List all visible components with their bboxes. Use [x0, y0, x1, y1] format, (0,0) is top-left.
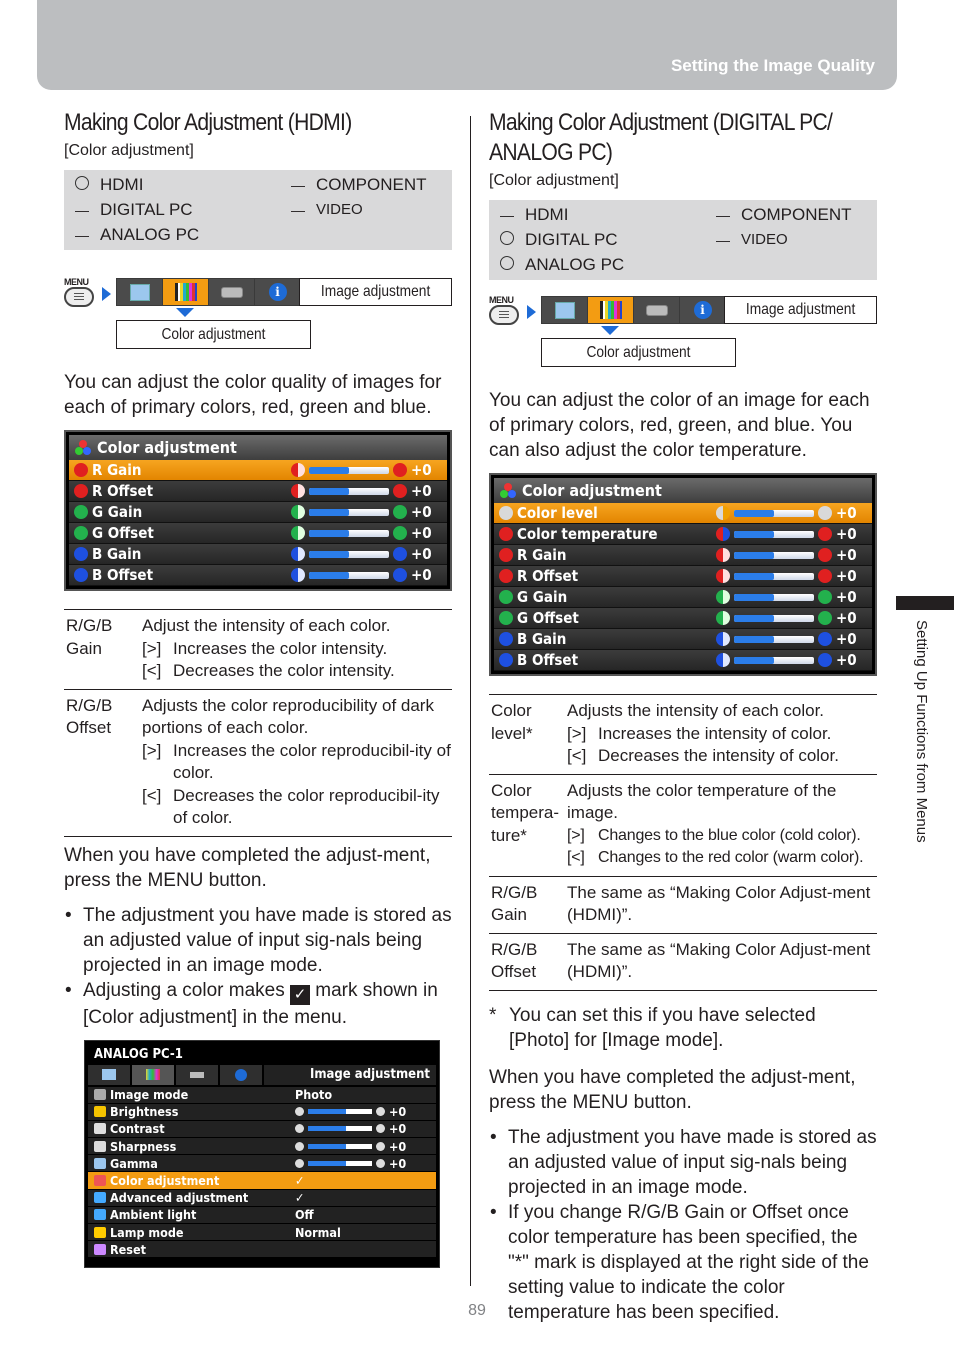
- max-icon: [376, 1142, 385, 1151]
- menu-tabs: [541, 296, 726, 324]
- max-icon: [393, 484, 407, 498]
- arrow-right-icon: [102, 287, 111, 301]
- osd2-row: Reset: [88, 1241, 436, 1258]
- osd-row: B Offset +0: [494, 650, 872, 671]
- menu-item-icon: [94, 1227, 106, 1238]
- osd2-row: Ambient light Off: [88, 1207, 436, 1224]
- arrow-down-icon: [601, 326, 619, 335]
- osd-row: G Gain +0: [494, 587, 872, 608]
- color-icon: [74, 505, 88, 519]
- tab-label: Image adjustment: [724, 296, 877, 324]
- table-row: Color tempera-ture* Adjusts the color temperature of the image. [>] Changes to the blue color (cold color). [<] Changes to the red color (warm color).: [489, 774, 877, 876]
- osd2-row: Advanced adjustment ✓: [88, 1190, 436, 1207]
- slider-bar: [308, 1161, 372, 1166]
- right-column: [489, 108, 877, 1325]
- menu-item-icon: [94, 1192, 106, 1203]
- input-digital-pc: — DIGITAL PC: [75, 199, 193, 219]
- available-icon: [489, 256, 525, 273]
- osd-row: G Offset +0: [69, 523, 447, 544]
- max-icon: [818, 632, 832, 646]
- completion-text: When you have completed the adjust-ment, press the MENU button.: [489, 1066, 856, 1113]
- max-icon: [393, 526, 407, 540]
- osd-title: Color adjustment: [69, 435, 447, 460]
- projector-tab-icon: [209, 279, 254, 305]
- arrow-down-icon: [176, 308, 194, 317]
- max-icon: [818, 653, 832, 667]
- min-icon: [716, 632, 730, 646]
- osd2-row: Gamma +0: [88, 1155, 436, 1172]
- slider-bar: [734, 531, 814, 538]
- menu-item-icon: [94, 1209, 106, 1220]
- bullet-list: [64, 903, 452, 1030]
- table-row: R/G/B Offset The same as “Making Color Adjust-ment (HDMI)”.: [489, 933, 877, 990]
- color-icon: [499, 632, 513, 646]
- slider-bar: [734, 594, 814, 601]
- slider-bar: [734, 552, 814, 559]
- osd-row: G Offset +0: [494, 608, 872, 629]
- column-divider: [470, 116, 471, 1286]
- max-icon: [818, 506, 832, 520]
- color-icon: [74, 484, 88, 498]
- color-icon: [499, 590, 513, 604]
- min-icon: [295, 1142, 304, 1151]
- color-icon: [74, 526, 88, 540]
- slider-bar: [309, 551, 389, 558]
- input-availability: [64, 170, 452, 250]
- min-icon: [295, 1124, 304, 1133]
- color-icon: [499, 569, 513, 583]
- input-component: — COMPONENT: [716, 204, 852, 224]
- slider-bar: [734, 657, 814, 664]
- input-hdmi: HDMI: [64, 172, 280, 197]
- osd-row: Color temperature +0: [494, 524, 872, 545]
- osd2-row: Sharpness +0: [88, 1138, 436, 1155]
- min-icon: [716, 590, 730, 604]
- osd-row: R Offset +0: [494, 566, 872, 587]
- min-icon: [716, 611, 730, 625]
- display-tab-icon: [117, 279, 162, 305]
- osd-row: B Gain +0: [494, 629, 872, 650]
- min-icon: [291, 505, 305, 519]
- color-icon: [499, 548, 513, 562]
- max-icon: [818, 548, 832, 562]
- input-video: — VIDEO: [291, 201, 363, 218]
- max-icon: [818, 569, 832, 583]
- list-item: • If you change R/G/B Gain or Offset once color temperature has been specified, the "*" mark is displayed at the right side of the setting value to indicate the color temperature has been specified.: [489, 1200, 877, 1325]
- color-icon: [499, 611, 513, 625]
- intro-text: You can adjust the color quality of images for each of primary colors, red, green and blue.: [64, 372, 442, 418]
- input-hdmi: — HDMI: [500, 204, 569, 224]
- bullet-list: [489, 1125, 877, 1325]
- slider-bar: [308, 1109, 372, 1114]
- osd2-row: Image mode Photo: [88, 1087, 436, 1104]
- osd-title: Color adjustment: [494, 478, 872, 503]
- subtitle: [Color adjustment]: [489, 172, 619, 189]
- slider-bar: [309, 509, 389, 516]
- max-icon: [393, 568, 407, 582]
- arrow-right-icon: [527, 305, 536, 319]
- input-analog-pc: — ANALOG PC: [75, 224, 200, 244]
- min-icon: [716, 548, 730, 562]
- image-adjust-tab-icon: [163, 279, 208, 305]
- osd-row: R Offset +0: [69, 481, 447, 502]
- list-item: • The adjustment you have made is stored as an adjusted value of input sig-nals being projected in an image mode.: [64, 903, 452, 978]
- min-icon: [716, 653, 730, 667]
- min-icon: [716, 527, 730, 541]
- max-icon: [393, 547, 407, 561]
- min-icon: [295, 1159, 304, 1168]
- min-icon: [291, 547, 305, 561]
- tab-label: Image adjustment: [299, 278, 452, 306]
- min-icon: [716, 569, 730, 583]
- osd2-row: Lamp mode Normal: [88, 1224, 436, 1241]
- osd-row: R Gain +0: [494, 545, 872, 566]
- color-icon: [499, 506, 513, 520]
- input-component: — COMPONENT: [291, 174, 427, 194]
- color-icon: [74, 547, 88, 561]
- menu-button-icon: MENU: [489, 296, 521, 326]
- menu-item-icon: [94, 1089, 106, 1100]
- osd-color-adjustment: [64, 430, 452, 591]
- max-icon: [818, 527, 832, 541]
- menu-item-icon: [94, 1158, 106, 1169]
- heading-pc: Making Color Adjustment (DIGITAL PC/ ANALOG PC): [489, 109, 833, 166]
- available-icon: [64, 176, 100, 193]
- slider-bar: [309, 530, 389, 537]
- menu-item-icon: [94, 1123, 106, 1134]
- menu-item-icon: [94, 1141, 106, 1152]
- max-icon: [376, 1124, 385, 1133]
- description-table: [64, 609, 452, 837]
- header-band: [37, 0, 897, 90]
- left-column: [64, 108, 452, 1268]
- color-dots-icon: [75, 440, 91, 456]
- color-icon: [499, 653, 513, 667]
- input-analog-pc: ANALOG PC: [489, 252, 705, 277]
- osd2-row: Contrast +0: [88, 1121, 436, 1138]
- menu-tabs: [116, 278, 301, 306]
- list-item: • The adjustment you have made is stored as an adjusted value of input sig-nals being projected in an image mode.: [489, 1125, 877, 1200]
- osd2-row: Color adjustment ✓: [88, 1172, 436, 1189]
- color-icon: [74, 568, 88, 582]
- menu-item-icon: [94, 1244, 106, 1255]
- menu-button-icon: MENU: [64, 278, 96, 308]
- available-icon: [489, 231, 525, 248]
- osd-row: B Offset +0: [69, 565, 447, 586]
- min-icon: [716, 506, 730, 520]
- osd2-tabs: Image adjustment: [88, 1065, 436, 1087]
- image-adjust-tab-icon: [588, 297, 633, 323]
- intro-text: You can adjust the color of an image for each of primary colors, red, green, and blue. You can also adjust the color temperature.: [489, 390, 870, 461]
- osd-row: G Gain +0: [69, 502, 447, 523]
- input-availability: [489, 200, 877, 280]
- footnote: * You can set this if you have selected [Photo] for [Image mode].: [489, 1004, 816, 1051]
- slider-bar: [308, 1144, 372, 1149]
- description-table: [489, 694, 877, 991]
- min-icon: [291, 463, 305, 477]
- osd-row: B Gain +0: [69, 544, 447, 565]
- table-row: Color level* Adjusts the intensity of each color. [>] Increases the intensity of color. [<] Decreases the intensity of color.: [489, 695, 877, 775]
- min-icon: [291, 526, 305, 540]
- projector-tab-icon: [634, 297, 679, 323]
- section-title: Setting the Image Quality: [670, 56, 875, 75]
- color-icon: [74, 463, 88, 477]
- input-video: — VIDEO: [716, 231, 788, 248]
- menu-item-icon: [94, 1175, 106, 1186]
- slider-bar: [309, 467, 389, 474]
- slider-bar: [734, 573, 814, 580]
- osd2-row: Brightness +0: [88, 1104, 436, 1121]
- slider-bar: [734, 510, 814, 517]
- color-dots-icon: [500, 483, 516, 499]
- osd-row: R Gain +0: [69, 460, 447, 481]
- slider-bar: [309, 572, 389, 579]
- color-icon: [499, 527, 513, 541]
- menu-path: [64, 278, 452, 370]
- menu-item-icon: [94, 1106, 106, 1117]
- max-icon: [393, 463, 407, 477]
- max-icon: [818, 611, 832, 625]
- osd2-title: ANALOG PC-1: [94, 1046, 183, 1062]
- sub-label: Color adjustment: [541, 338, 736, 367]
- osd-color-adjustment: [489, 473, 877, 676]
- max-icon: [818, 590, 832, 604]
- slider-bar: [734, 615, 814, 622]
- check-icon: ✓: [290, 985, 310, 1005]
- min-icon: [291, 568, 305, 582]
- min-icon: [291, 484, 305, 498]
- table-row: R/G/B Offset Adjusts the color reproducibility of dark portions of each color. [>] Increases the color reproducibil-ity of color. [<] Decreases the color reproducibil-ity of color.: [64, 689, 452, 836]
- table-row: R/G/B Gain Adjust the intensity of each color. [>] Increases the color intensity. [<] Decreases the color intensity.: [64, 610, 452, 690]
- slider-bar: [308, 1126, 372, 1131]
- info-tab-icon: i: [255, 279, 300, 305]
- slider-bar: [309, 488, 389, 495]
- completion-text: When you have completed the adjust-ment, press the MENU button.: [64, 844, 431, 891]
- max-icon: [376, 1159, 385, 1168]
- sub-label: Color adjustment: [116, 320, 311, 349]
- osd-row: Color level +0: [494, 503, 872, 524]
- menu-path: [489, 296, 877, 388]
- table-row: R/G/B Gain The same as “Making Color Adjust-ment (HDMI)”.: [489, 876, 877, 933]
- list-item: • Adjusting a color makes ✓ mark shown in [Color adjustment] in the menu.: [64, 978, 452, 1030]
- page-number: 89: [468, 1302, 486, 1319]
- max-icon: [393, 505, 407, 519]
- display-tab-icon: [542, 297, 587, 323]
- input-digital-pc: DIGITAL PC: [489, 227, 705, 252]
- chapter-tab: [896, 596, 954, 610]
- min-icon: [295, 1107, 304, 1116]
- side-chapter-text: Setting Up Functions from Menus: [913, 620, 930, 843]
- osd-analog-pc-menu: [84, 1040, 440, 1268]
- subtitle: [Color adjustment]: [64, 142, 194, 159]
- info-tab-icon: i: [680, 297, 725, 323]
- max-icon: [376, 1107, 385, 1116]
- heading-hdmi: Making Color Adjustment (HDMI): [64, 109, 352, 136]
- slider-bar: [734, 636, 814, 643]
